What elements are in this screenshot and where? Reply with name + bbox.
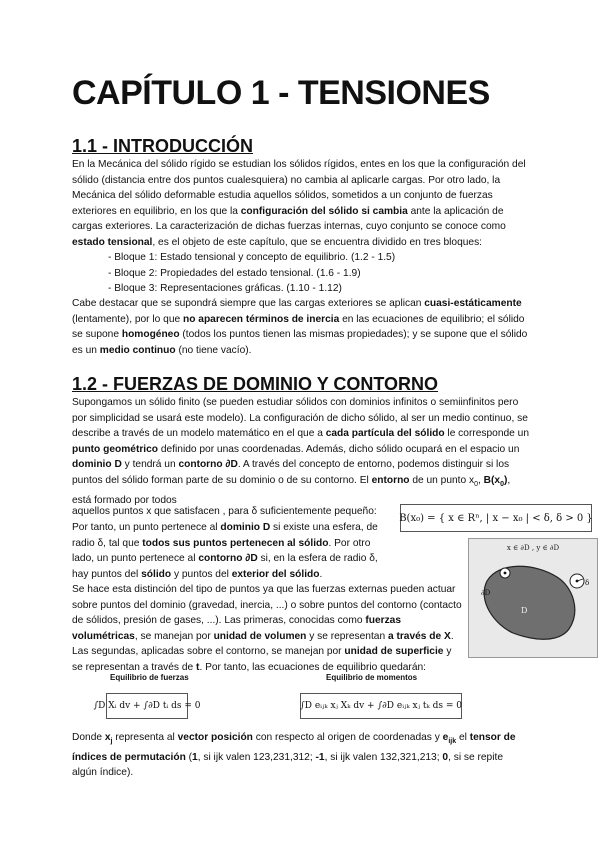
solid-domain-illustration [469,539,597,657]
definitions-paragraph: Donde $x_j$ representa al vector posición con respecto al origen de coordenadas y $e_{ijk}$ el tensor de índices de permutación (1, si ijk valen 123,231,312; -1, si ijk valen 132,321,213; 0, si se repite algún índice). [72,732,516,779]
radius-label: δ [585,579,590,587]
domain-paragraph-1: Supongamos un sólido finito (se pueden estudiar sólidos con dominios infinitos o semiinfinitos pero por simplicidad se usará este modelo). La configuración de dicho sólido, al ser un medio continuo, se describe a través de un modelo matemático en el que a cada partícula del sólido le corresponde un punto geométrico definido por unas coordenadas. Además, dicho sólido ocupará en el espacio un dominio D y tendrá un contorno ∂D. A través del concepto de entorno, podemos distinguir si los puntos del sólido forman parte de su dominio o de su contorno. El entorno de un punto $x_0$, $B(x_0)$, está formado por todos [72,397,529,506]
contour-point-dot [504,572,507,575]
domain-label: D [521,606,528,615]
domain-paragraph-2: aquellos puntos x que satisfacen , para δ suficientemente pequeño: [72,506,377,517]
intro-paragraph-1: En la Mecánica del sólido rígido se estudian los sólidos rígidos, entes en los que la configuración del sólido (distancia entre dos puntos cualesquiera) no cambia al aplicarle cargas. Por otro lado, la Mecánica del sólido deformable estudia aquellos sólidos, sometidos a un conjunto de fuerzas exteriores en equilibrio, en los que la configuración del sólido si cambia ante la aplicación de cargas exteriores. La caracterización de dichas fuerzas internas, cuyo conjunto se conoce como estado tensional, es el objeto de este capítulo, que se encuentra dividido en tres bloques: [72,159,526,248]
block-list [108,250,395,297]
section-1-heading: 1.1 - INTRODUCCIÓN [72,136,254,156]
figure-top-label: x ∈ ∂D , y ∈ ∂D [506,544,560,552]
section-2-heading: 1.2 - FUERZAS DE DOMINIO Y CONTORNO [72,374,439,394]
forces-paragraph: Se hace esta distinción del tipo de puntos ya que las fuerzas externas pueden actuar sobre puntos del dominio (gravedad, inercia, ...) o sobre puntos del contorno (contacto de sólidos, presión de gases, ...). Las primeras, conocidas como fuerzas volumétricas, se manejan por unidad de volumen y se representan a través de X. Las segundas, aplicadas sobre el contorno, se manejan por unidad de superficie y se representan a través de t. Por tanto, las ecuaciones de equilibrio quedarán: [72,584,462,673]
neighborhood-formula: B(x₀) = { x ∈ Rⁿ, | x − x₀ | < δ, δ > 0 } [400,504,592,532]
solid-domain-figure [468,538,598,658]
block-item-1: - Bloque 1: Estado tensional y concepto de equilibrio. (1.2 - 1.5) [108,252,396,263]
contour-label: ∂D [481,589,491,597]
domain-paragraph-3: Por tanto, un punto pertenece al dominio D si existe una esfera, de radio δ, tal que todos sus puntos pertenecen al sólido. Por otro lado, un punto pertenece al contorno ∂D si, en la esfera de radio δ, hay puntos del sólido y puntos del exterior del sólido. [72,522,378,580]
solid-body-shape [484,566,575,639]
block-item-3: - Bloque 3: Representaciones gráficas. (1.10 - 1.12) [108,283,342,295]
force-equilibrium-formula: ∫D Xᵢ dv + ∫∂D tᵢ ds = 0 [106,693,188,719]
chapter-title: CAPÍTULO 1 - TENSIONES [72,74,490,112]
force-equilibrium-label: Equilibrio de fuerzas [110,673,189,682]
moment-equilibrium-label: Equilibrio de momentos [326,673,418,682]
block-item-2: - Bloque 2: Propiedades del estado tensional. (1.6 - 1.9) [108,267,361,279]
intro-paragraph-2: Cabe destacar que se supondrá siempre que las cargas exteriores se aplican cuasi-estáticamente (lentamente), por lo que no aparecen términos de inercia en las ecuaciones de equilibrio; el sólido se supone homogéneo (todos los puntos tienen las mismas propiedades); y se supone que el sólido es un medio continuo (no tiene vacío). [72,298,528,356]
moment-equilibrium-formula: ∫D eᵢⱼₖ xⱼ Xₖ dv + ∫∂D eᵢⱼₖ xⱼ tₖ ds = 0 [300,693,462,719]
